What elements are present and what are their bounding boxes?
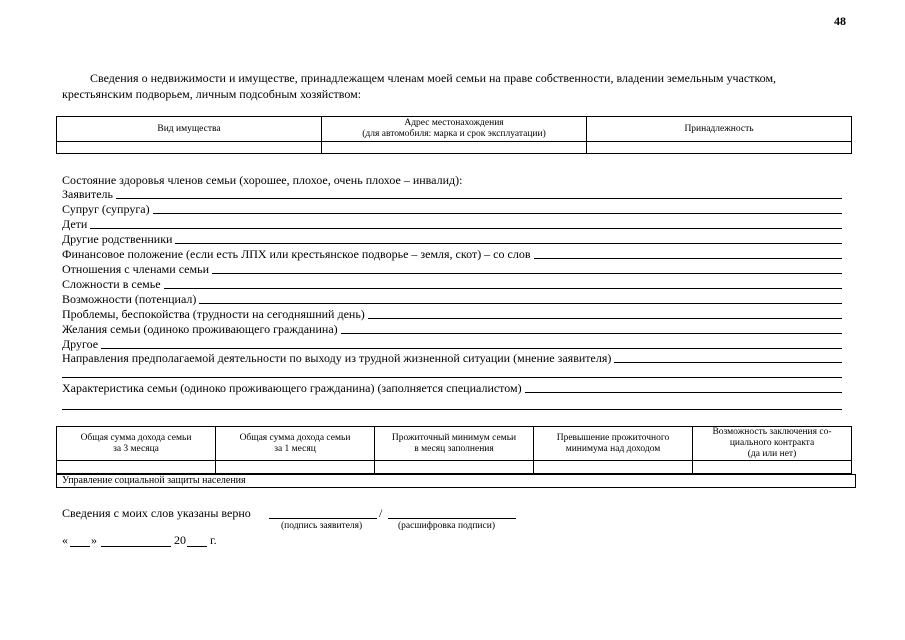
cell-text: за 1 месяц — [274, 443, 316, 454]
income-cell-empty[interactable] — [375, 461, 534, 474]
fill-line[interactable] — [368, 318, 842, 319]
field-label: Другие родственники — [62, 232, 173, 246]
fill-line[interactable] — [116, 198, 842, 199]
income-table — [56, 426, 852, 474]
date-month-line[interactable] — [101, 546, 171, 547]
income-cell-empty[interactable] — [534, 461, 693, 474]
cell-text: минимума над доходом — [565, 443, 661, 454]
cell-text: Возможность заключения со- — [712, 427, 832, 437]
date-close-quote: » — [91, 533, 97, 547]
property-table — [56, 116, 852, 154]
field-potential[interactable] — [62, 292, 842, 306]
field-spouse[interactable] — [62, 202, 842, 216]
field-directions[interactable] — [62, 351, 842, 365]
signature-slash: / — [379, 506, 383, 520]
date-year-line[interactable] — [187, 546, 207, 547]
field-wishes[interactable] — [62, 322, 842, 336]
decode-signature-caption: (расшифровка подписи) — [398, 521, 495, 531]
cell-text: (да или нет) — [747, 449, 797, 459]
fill-line[interactable] — [164, 288, 842, 289]
income-cell-empty[interactable] — [216, 461, 375, 474]
property-col-type: Вид имущества — [57, 117, 322, 142]
property-cell-empty[interactable] — [57, 142, 322, 154]
cell-text: Общая сумма дохода семьи — [80, 432, 192, 443]
cell-text: в месяц заполнения — [414, 443, 494, 454]
field-label: Другое — [62, 337, 99, 351]
field-label: Сложности в семье — [62, 277, 161, 291]
income-col-excess — [534, 427, 693, 461]
field-relations[interactable] — [62, 262, 842, 276]
fill-line[interactable] — [153, 213, 842, 214]
field-relatives[interactable] — [62, 232, 842, 246]
field-label: Проблемы, беспокойства (трудности на сегодняшний день) — [62, 307, 365, 321]
field-problems[interactable] — [62, 307, 842, 321]
income-col-contract-possibility — [693, 427, 852, 461]
fill-line[interactable] — [525, 392, 842, 393]
social-protection-row: Управление социальной защиты населения — [56, 474, 856, 488]
cell-text: циального контракта — [729, 438, 815, 448]
field-label: Возможности (потенциал) — [62, 292, 197, 306]
fill-line[interactable] — [212, 273, 842, 274]
field-children[interactable] — [62, 217, 842, 231]
fill-line[interactable] — [90, 228, 842, 229]
property-col-address-note: (для автомобиля: марка и срок эксплуатации) — [362, 129, 546, 139]
date-open-quote: « — [62, 533, 68, 547]
property-col-ownership: Принадлежность — [587, 117, 852, 142]
fill-line[interactable] — [534, 258, 843, 259]
signature-line[interactable] — [269, 518, 377, 519]
income-cell-empty[interactable] — [693, 461, 852, 474]
fill-line[interactable] — [101, 348, 842, 349]
field-other[interactable] — [62, 337, 842, 351]
field-difficulties[interactable] — [62, 277, 842, 291]
date-day-line[interactable] — [70, 546, 90, 547]
property-cell-empty[interactable] — [587, 142, 852, 154]
intro-paragraph: Сведения о недвижимости и имуществе, принадлежащем членам моей семьи на праве собственности, владении земельным участком, крестьянским подворьем, личным подсобным хозяйством: — [62, 71, 777, 101]
property-cell-empty[interactable] — [322, 142, 587, 154]
cell-text: Прожиточный минимум семьи — [391, 432, 517, 443]
cell-text: Превышение прожиточного — [556, 432, 670, 443]
fill-line[interactable] — [614, 362, 842, 363]
field-characteristic[interactable] — [62, 381, 842, 395]
date-year-suffix: г. — [210, 533, 217, 547]
fill-line[interactable] — [175, 243, 842, 244]
fill-line[interactable] — [199, 303, 842, 304]
applicant-signature-caption: (подпись заявителя) — [281, 521, 363, 531]
property-col-address-title: Адрес местонахождения — [404, 118, 504, 128]
decode-signature-line[interactable] — [388, 518, 516, 519]
field-label: Желания семьи (одиноко проживающего гражданина) — [62, 322, 338, 336]
fill-line[interactable] — [341, 333, 842, 334]
cell-text: за 3 месяца — [113, 443, 159, 454]
cell-text: Общая сумма дохода семьи — [239, 432, 351, 443]
blank-line[interactable] — [62, 377, 842, 378]
date-year-prefix: 20 — [174, 533, 186, 547]
field-label: Заявитель — [62, 187, 113, 201]
page-number: 48 — [834, 14, 846, 28]
field-label: Супруг (супруга) — [62, 202, 150, 216]
blank-line[interactable] — [62, 409, 842, 410]
field-applicant[interactable] — [62, 187, 842, 201]
field-label: Отношения с членами семьи — [62, 262, 209, 276]
field-label: Направления предполагаемой деятельности по выходу из трудной жизненной ситуации (мнение заявителя) — [62, 351, 612, 365]
field-financial[interactable] — [62, 247, 842, 261]
income-col-1-month — [216, 427, 375, 461]
income-col-subsistence-minimum — [375, 427, 534, 461]
field-label: Финансовое положение (если есть ЛПХ или крестьянское подворье – земля, скот) – со слов — [62, 247, 531, 261]
field-label: Характеристика семьи (одиноко проживающего гражданина) (заполняется специалистом) — [62, 381, 522, 395]
verified-statement: Сведения с моих слов указаны верно — [62, 506, 251, 520]
field-label: Дети — [62, 217, 88, 231]
property-col-address — [322, 117, 587, 142]
income-col-3-months — [57, 427, 216, 461]
health-heading: Состояние здоровья членов семьи (хорошее, плохое, очень плохое – инвалид): — [62, 173, 463, 187]
income-cell-empty[interactable] — [57, 461, 216, 474]
